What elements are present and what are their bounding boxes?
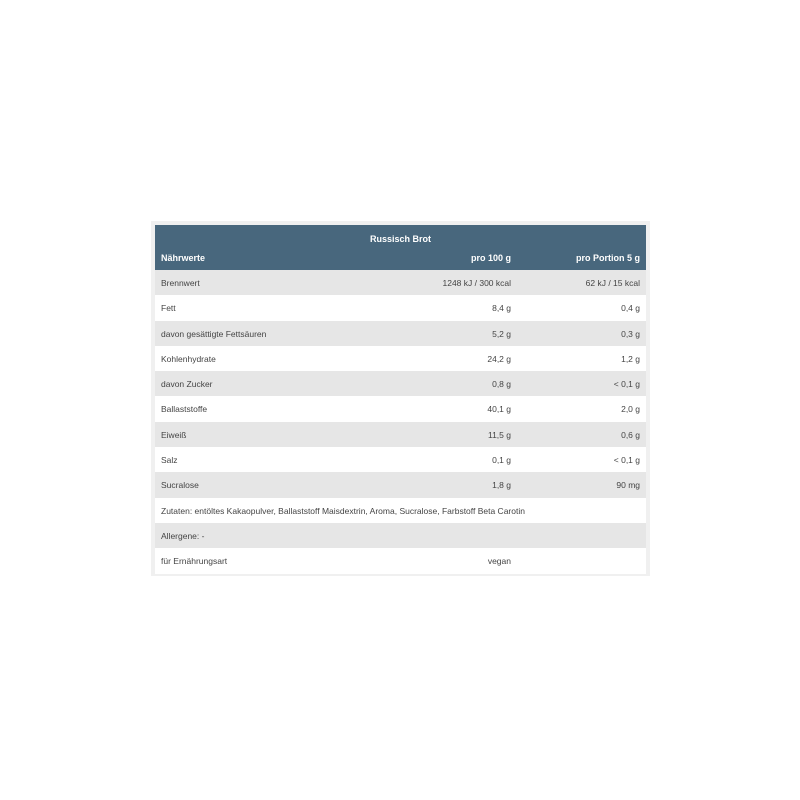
row-label: Fett	[161, 303, 176, 314]
table-row-diet	[155, 548, 646, 573]
row-value-portion: 0,6 g	[621, 429, 640, 440]
row-value-per100: 0,1 g	[492, 455, 511, 466]
row-label: davon Zucker	[161, 379, 213, 390]
row-label: Brennwert	[161, 278, 200, 288]
nutrition-table-frame	[151, 221, 650, 576]
row-label: Ballaststoffe	[161, 404, 208, 415]
row-value-per100: 5,2 g	[492, 328, 511, 339]
table-row	[155, 472, 646, 497]
row-value-portion: 0,4 g	[621, 303, 640, 314]
row-value-per100: 1,8 g	[492, 480, 511, 491]
table-row	[155, 321, 646, 346]
row-value-per100: 0,8 g	[492, 379, 511, 390]
row-value-per100: 8,4 g	[492, 303, 511, 314]
table-row	[155, 422, 646, 447]
row-value-per100: 1248 kJ / 300 kcal	[442, 278, 511, 288]
row-value-portion: 2,0 g	[621, 404, 640, 415]
row-label: Kohlenhydrate	[161, 353, 216, 364]
table-row	[155, 396, 646, 421]
row-value-portion: < 0,1 g	[613, 379, 640, 390]
row-value-per100: 11,5 g	[487, 429, 511, 440]
table-row-ingredients	[155, 498, 646, 523]
row-label: davon gesättigte Fettsäuren	[161, 328, 267, 339]
table-title: Russisch Brot	[369, 234, 431, 244]
row-label: Eiweiß	[161, 429, 187, 440]
table-row	[155, 447, 646, 472]
column-header-pro-100g: pro 100 g	[470, 253, 511, 263]
row-label: für Ernährungsart	[161, 556, 228, 567]
table-row	[155, 371, 646, 396]
row-value-portion: 90 mg	[616, 480, 640, 491]
nutrition-table	[155, 225, 646, 574]
table-row	[155, 295, 646, 320]
column-header-pro-portion: pro Portion 5 g	[576, 253, 640, 263]
row-value-portion: 62 kJ / 15 kcal	[585, 278, 640, 288]
table-row-allergens	[155, 523, 646, 548]
row-value-portion: 1,2 g	[621, 353, 640, 364]
ingredients-text: Zutaten: entöltes Kakaopulver, Ballaststoff Maisdextrin, Aroma, Sucralose, Farbstoff Beta Carotin	[161, 505, 525, 516]
table-header	[155, 225, 646, 270]
row-label: Sucralose	[161, 480, 199, 491]
table-row	[155, 346, 646, 371]
column-header-naehrwerte: Nährwerte	[161, 253, 206, 263]
row-value-portion: 0,3 g	[621, 328, 640, 339]
row-value-per100: 24,2 g	[487, 353, 511, 364]
allergens-text: Allergene: -	[161, 530, 205, 541]
table-row	[155, 270, 646, 295]
row-label: Salz	[161, 455, 178, 466]
row-value-per100: vegan	[487, 556, 511, 567]
row-value-portion: < 0,1 g	[613, 455, 640, 466]
row-value-per100: 40,1 g	[487, 404, 511, 415]
